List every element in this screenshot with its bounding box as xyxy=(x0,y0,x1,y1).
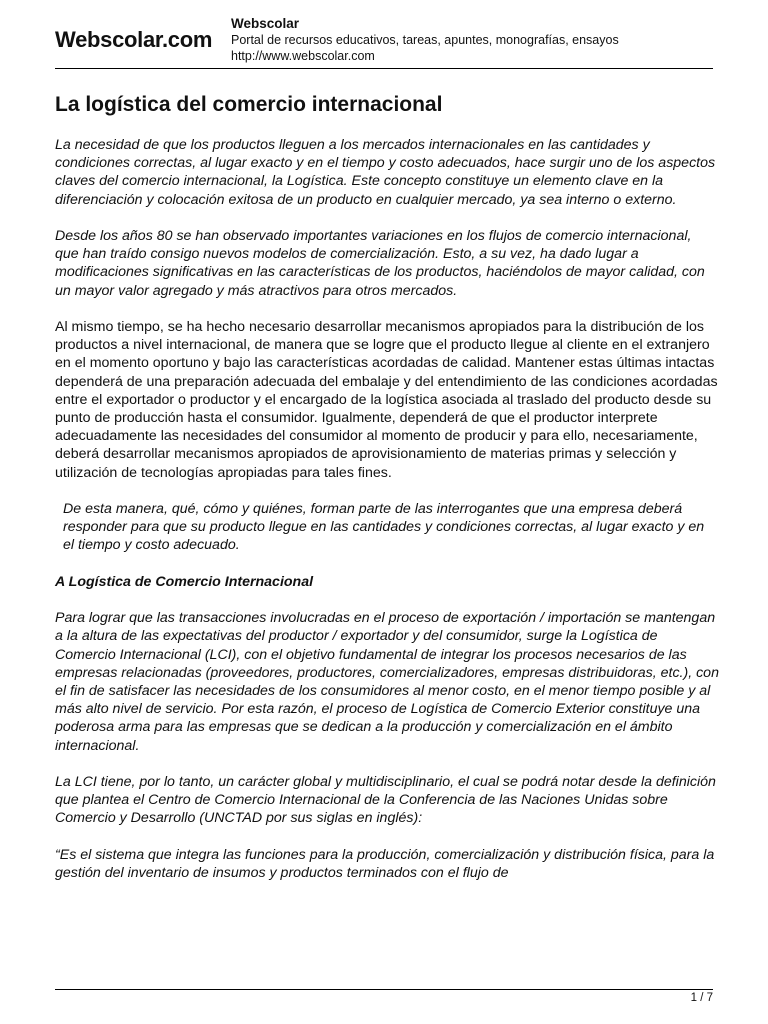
site-logo: Webscolar.com xyxy=(55,27,213,52)
paragraph-definition-quote: “Es el sistema que integra las funciones para la producción, comercialización y distribución física, para la gestión del inventario de insumos y productos terminados con el flujo de xyxy=(55,846,715,882)
site-name: Webscolar xyxy=(231,16,300,31)
paragraph-intro: La necesidad de que los productos lleguen a los mercados internacionales en las cantidades y condiciones correctas, al lugar exacto y en el tiempo y costo adecuados, hace surgir uno de los aspectos claves del comercio internacional, la Logística. Este concepto constituye un elemento clave en la diferenciación y colocación exitosa de un producto en cualquier mercado, ya sea interno o externo. xyxy=(55,137,716,208)
document-body xyxy=(55,136,719,900)
paragraph-lci-global: La LCI tiene, por lo tanto, un carácter global y multidisciplinario, el cual se podrá notar desde la definición que plantea el Centro de Comercio Internacional de la Conferencia de las Naciones Unidas sobre Comercio y Desarrollo (UNCTAD por sus siglas en inglés): xyxy=(55,774,716,827)
page-footer xyxy=(55,989,713,1004)
site-info xyxy=(231,16,619,64)
paragraph-questions: De esta manera, qué, cómo y quiénes, forman parte de las interrogantes que una empresa deberá responder para que su producto llegue en las cantidades y condiciones correctas, al lugar exacto y en el tiempo y costo adecuado. xyxy=(63,501,705,554)
paragraph-distribution: Al mismo tiempo, se ha hecho necesario desarrollar mecanismos apropiados para la distribución de los productos a nivel internacional, de manera que se logre que el producto llegue al cliente en el extranjero en el momento oportuno y bajo las características acordadas de calidad. Mantener estas últimas intactas dependerá de una preparación adecuada del embalaje y del entendimiento de las condiciones acordadas entre el exportador o productor y el encargado de la logística asociada al traslado del producto desde su punto de producción hasta el consumidor. Igualmente, dependerá de que el productor interprete adecuadamente las necesidades del consumidor al momento de producir y para ello, necesariamente, deberá desarrollar mecanismos apropiados de aprovisionamiento de materias primas y selección y utilización de tecnologías apropiadas para tales fines. xyxy=(55,319,718,481)
document-title: La logística del comercio internacional xyxy=(55,93,443,116)
paragraph-eighties: Desde los años 80 se han observado importantes variaciones en los flujos de comercio internacional, que han traído consigo nuevos modelos de comercialización. Esto, a su vez, ha dado lugar a modificaciones significativas en las características de los productos, haciéndolos de mayor calidad, con un mayor valor agregado y más atractivos para otros mercados. xyxy=(55,228,705,299)
site-url: http://www.webscolar.com xyxy=(231,49,375,63)
page-number: 1 / 7 xyxy=(690,992,713,1004)
site-tagline: Portal de recursos educativos, tareas, apuntes, monografías, ensayos xyxy=(231,33,619,47)
section-heading: A Logística de Comercio Internacional xyxy=(55,573,314,590)
page-header xyxy=(55,14,713,69)
paragraph-lci: Para lograr que las transacciones involucradas en el proceso de exportación / importación se mantengan a la altura de las expectativas del productor / exportador y del consumidor, surge la Logística de Comercio Internacional (LCI), con el objetivo fundamental de integrar los procesos necesarios de las empresas relacionadas (proveedores, productores, comercializadores, empresas distribuidoras, etc.), con el fin de satisfacer las necesidades de los consumidores al menor costo, en el menor tiempo posible y al más alto nivel de servicio. Por esta razón, el proceso de Logística de Comercio Exterior constituye una poderosa arma para las empresas que se dedican a la producción y comercialización en el ámbito internacional. xyxy=(55,610,719,754)
